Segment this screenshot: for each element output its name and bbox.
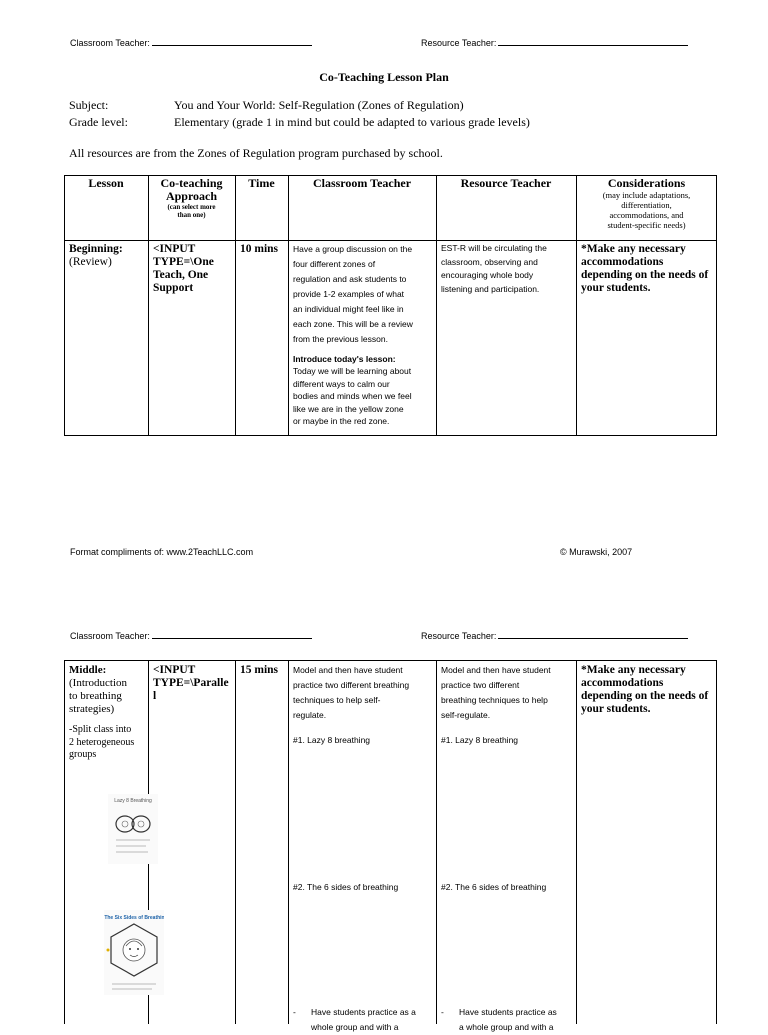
lesson-stage: Middle: (69, 664, 107, 676)
time-cell: 10 mins (240, 243, 279, 255)
header-considerations-note2: differentiation, (621, 200, 672, 210)
text-line: techniques to help self- (293, 695, 381, 705)
col-divider (235, 660, 236, 1024)
text-line: groups (69, 749, 97, 760)
header-approach-note1: (can select more (167, 203, 216, 211)
col-divider (235, 175, 236, 436)
resource-teacher-label: Resource Teacher: (421, 38, 497, 48)
resource-teacher-blank[interactable] (498, 630, 688, 639)
time-cell-p2: 15 mins (240, 664, 279, 676)
text-line: your students. (581, 282, 651, 294)
text-line: each zone. This will be a review (293, 319, 413, 329)
classroom-teacher-blank[interactable] (152, 37, 312, 46)
lesson-stage: Beginning: (69, 243, 123, 255)
text-line: regulate. (293, 710, 327, 720)
approach-line: <INPUT (153, 664, 196, 676)
classroom-teacher-header-p2 (70, 630, 312, 641)
col-divider (64, 660, 65, 1024)
text-line: your students. (581, 703, 651, 715)
resource-teacher-header-p2 (421, 630, 688, 641)
text-line: Have a group discussion on the (293, 244, 413, 254)
classroom-teacher-label: Classroom Teacher: (70, 631, 150, 641)
considerations-cell (581, 243, 716, 295)
resources-note: All resources are from the Zones of Regulation program purchased by school. (69, 146, 443, 160)
text-line: accommodations (581, 256, 664, 268)
rt-item-six-sides: #2. The 6 sides of breathing (441, 882, 547, 892)
text-line: bodies and minds when we feel (293, 391, 412, 401)
text-line: four different zones of (293, 259, 376, 269)
header-considerations-note4: student-specific needs) (607, 220, 686, 230)
rt-item-lazy-8: #1. Lazy 8 breathing (441, 735, 519, 745)
lazy-8-breathing-illustration (108, 794, 158, 864)
classroom-teacher-label: Classroom Teacher: (70, 38, 150, 48)
classroom-teacher-cell-p2 (293, 663, 435, 723)
grade-label: Grade level: (69, 115, 128, 129)
header-approach-note2: than one) (177, 211, 206, 219)
resource-teacher-header (421, 37, 688, 48)
grade-value: Elementary (grade 1 in mind but could be adapted to various grade levels) (174, 115, 530, 129)
lesson-stage-sub: (Review) (69, 256, 112, 268)
approach-line: <INPUT (153, 243, 196, 255)
text-line: *Make any necessary (581, 664, 686, 676)
col-divider (576, 660, 577, 1024)
resource-teacher-blank[interactable] (498, 37, 688, 46)
header-considerations (576, 177, 717, 230)
six-sides-breathing-image (104, 910, 164, 995)
six-sides-title: The Six Sides of Breathing (104, 915, 164, 921)
ct-item-six-sides: #2. The 6 sides of breathing (293, 882, 399, 892)
header-approach (148, 177, 235, 219)
text-line: depending on the needs of (581, 269, 709, 281)
considerations-cell-p2 (581, 664, 716, 716)
text-line: Model and then have student (293, 665, 403, 675)
subject-label: Subject: (69, 98, 109, 112)
header-resource-teacher: Resource Teacher (460, 176, 552, 190)
text-line: classroom, observing and (441, 256, 538, 267)
header-approach-line1: Co-teaching (160, 176, 223, 190)
bullet-text: Have students practice as a (311, 1007, 416, 1017)
footer-right: © Murawski, 2007 (560, 547, 633, 557)
rt-bullet: - Have students practice as a whole group and with a (441, 1005, 575, 1035)
text-line: self-regulate. (441, 710, 491, 720)
approach-line: l (153, 690, 157, 702)
header-considerations-note1: (may include adaptations, (602, 190, 691, 200)
ct-item-lazy-8: #1. Lazy 8 breathing (293, 735, 371, 745)
header-considerations-title: Considerations (607, 176, 686, 190)
text-line: Today we will be learning about (293, 366, 412, 376)
lazy-8-title: Lazy 8 Breathing (114, 798, 152, 804)
text-line: listening and participation. (441, 283, 540, 294)
col-divider (716, 660, 717, 1024)
resource-teacher-label: Resource Teacher: (421, 631, 497, 641)
text-line: from the previous lesson. (293, 334, 388, 344)
bullet-text: a whole group and with a (459, 1022, 554, 1032)
header-lesson: Lesson (88, 176, 124, 190)
approach-line: Support (153, 282, 194, 294)
text-line: provide 1-2 examples of what (293, 289, 405, 299)
approach-cell (153, 243, 235, 295)
subject-value: You and Your World: Self-Regulation (Zones of Regulation) (174, 98, 464, 112)
text-line: practice two different breathing (293, 680, 410, 690)
text-line: practice two different (441, 680, 520, 690)
text-line: accommodations (581, 677, 664, 689)
text-line: depending on the needs of (581, 690, 709, 702)
text-line: -Split class into (69, 724, 132, 735)
text-line: *Make any necessary (581, 243, 686, 255)
lesson-cell-p2 (69, 664, 147, 762)
bullet-text: whole group and with a (311, 1022, 399, 1032)
text-line: 2 heterogeneous (69, 736, 135, 748)
header-approach-line2: Approach (165, 189, 218, 203)
lazy-8-breathing-image (108, 794, 158, 864)
text-line: like we are in the yellow zone (293, 403, 404, 414)
header-considerations-note3: accommodations, and (609, 210, 684, 220)
text-line: Model and then have student (441, 665, 551, 675)
text-line: breathing techniques to help (441, 695, 548, 705)
text-line: an individual might feel like in (293, 304, 404, 314)
col-divider (288, 175, 289, 436)
lesson-cell (69, 243, 147, 269)
resource-teacher-cell-p2 (441, 663, 575, 723)
text-line: EST-R will be circulating the (441, 243, 547, 253)
text-line: to breathing (69, 690, 122, 702)
resource-teacher-cell (441, 242, 575, 296)
text-line: (Introduction (69, 677, 128, 689)
approach-line: TYPE=\One (153, 256, 214, 268)
page-title: Co-Teaching Lesson Plan (319, 70, 449, 84)
text-line: regulation and ask students to (293, 274, 407, 284)
header-classroom-teacher: Classroom Teacher (312, 176, 412, 190)
approach-line: TYPE=\Paralle (153, 677, 229, 689)
classroom-teacher-blank[interactable] (152, 630, 312, 639)
ct-bullet: - Have students practice as a whole group and with a (293, 1005, 435, 1035)
col-divider (288, 660, 289, 1024)
intro-heading: Introduce today's lesson: (293, 354, 396, 364)
text-line: different ways to calm our (293, 378, 390, 389)
text-line: or maybe in the red zone. (293, 416, 390, 426)
six-sides-breathing-illustration (104, 910, 164, 995)
table-top-border (64, 660, 717, 661)
classroom-teacher-cell (293, 242, 435, 428)
text-line: strategies) (69, 703, 115, 715)
col-divider (436, 660, 437, 1024)
approach-line: Teach, One (153, 269, 209, 281)
col-divider (436, 175, 437, 436)
approach-cell-p2 (153, 664, 235, 703)
text-line: encouraging whole body (441, 270, 534, 280)
header-time: Time (248, 176, 275, 190)
classroom-teacher-header (70, 37, 312, 48)
table-header-divider (64, 240, 717, 241)
footer-left: Format compliments of: www.2TeachLLC.com (70, 547, 254, 557)
bullet-text: Have students practice as (459, 1007, 557, 1017)
